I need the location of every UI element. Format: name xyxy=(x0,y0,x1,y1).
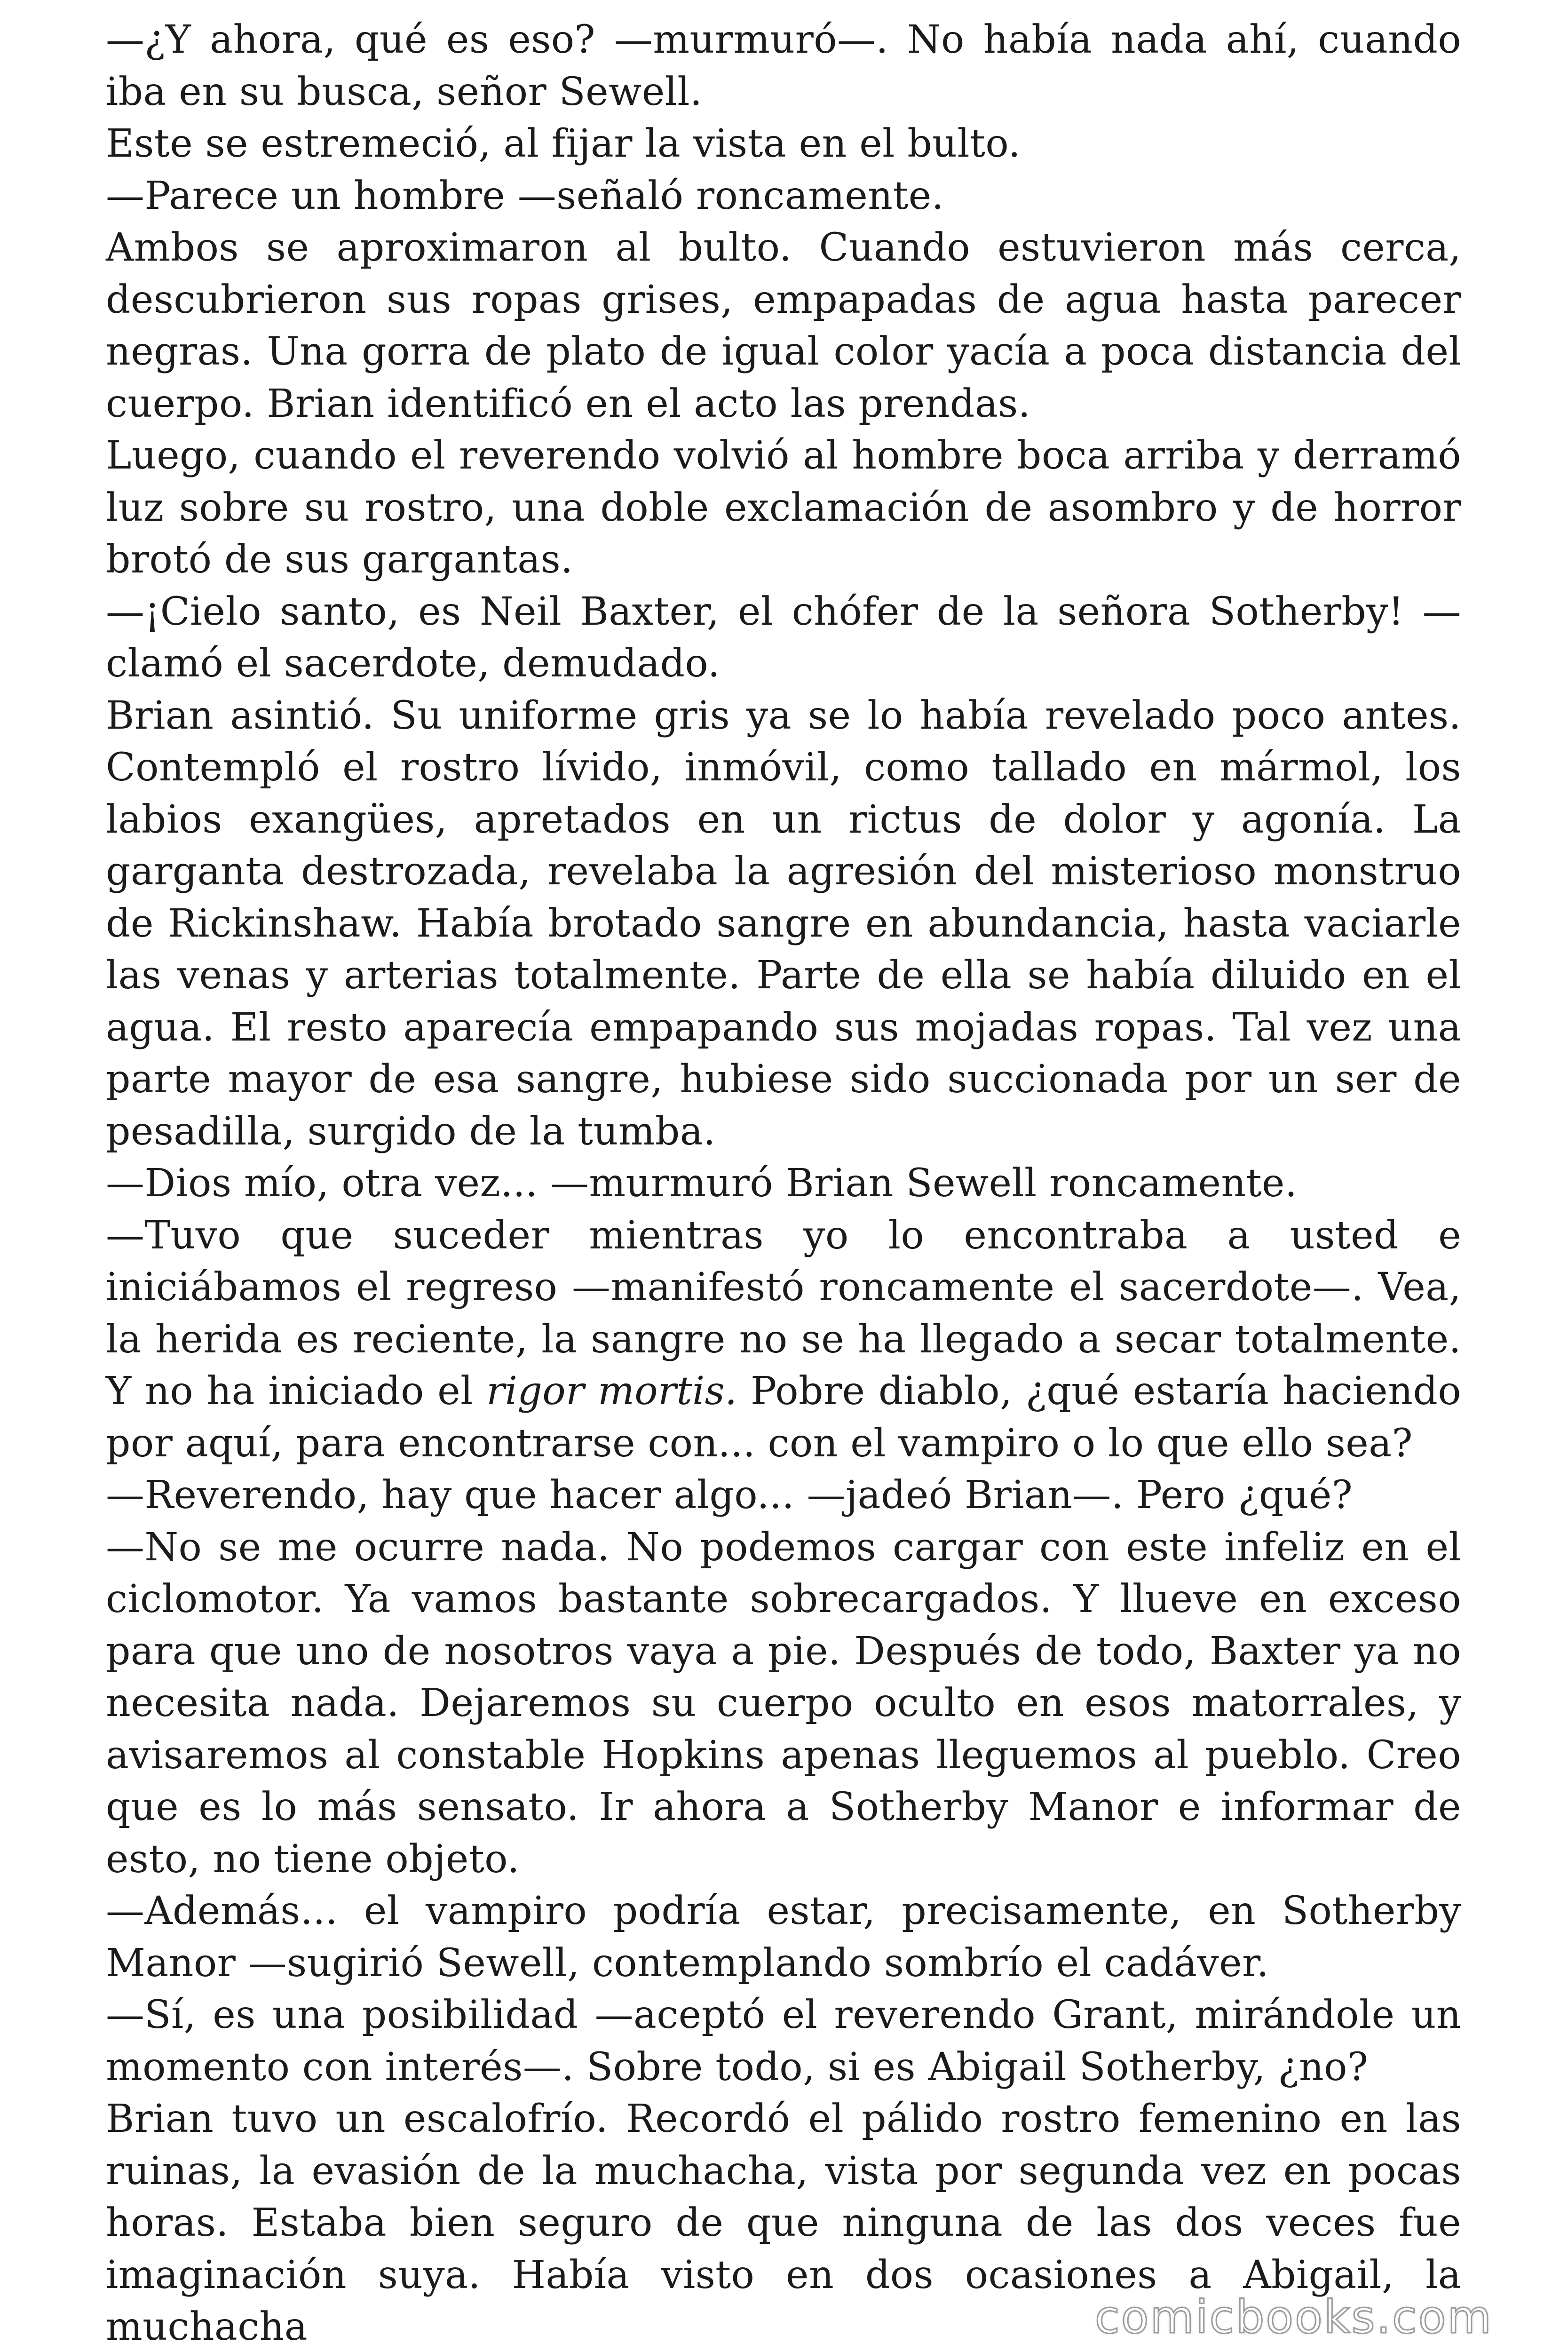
paragraph-10: —Reverendo, hay que hacer algo... —jadeó Brian—. Pero ¿qué? xyxy=(106,1473,1353,1518)
paragraph-6: —¡Cielo santo, es Neil Baxter, el chófer de la señora Sotherby! —clamó el sacerdote, demudado. xyxy=(106,589,1461,686)
paragraph-7: Brian asintió. Su uniforme gris ya se lo había revelado poco antes. Contempló el rostro lívido, inmóvil, como tallado en mármol, los labios exangües, apretados en un rictus de dolor y agonía. La garganta destrozada, revelaba la agresión del misterioso monstruo de Rickinshaw. Había brotado sangre en abundancia, hasta vaciarle las venas y arterias totalmente. Parte de ella se había diluido en el agua. El resto aparecía empapando sus mojadas ropas. Tal vez una parte mayor de esa sangre, hubiese sido succionada por un ser de pesadilla, surgido de la tumba. xyxy=(106,693,1461,1154)
paragraph-9 xyxy=(106,1210,1461,1470)
paragraph-9-text-after: Pobre diablo, ¿qué estaría haciendo por aquí, para encontrarse con... con el vampiro o lo que ello sea? xyxy=(106,1369,1461,1466)
paragraph-5: Luego, cuando el reverendo volvió al hombre boca arriba y derramó luz sobre su rostro, una doble exclamación de asombro y de horror brotó de sus gargantas. xyxy=(106,433,1461,582)
watermark-text: comicbooks.com xyxy=(1094,2291,1493,2344)
paragraph-13: —Sí, es una posibilidad —aceptó el reverendo Grant, mirándole un momento con interés—. Sobre todo, si es Abigail Sotherby, ¿no? xyxy=(106,1993,1461,2090)
paragraph-8: —Dios mío, otra vez... —murmuró Brian Sewell roncamente. xyxy=(106,1161,1298,1206)
paragraph-1: —¿Y ahora, qué es eso? —murmuró—. No había nada ahí, cuando iba en su busca, señor Sewell. xyxy=(106,17,1461,114)
paragraph-4: Ambos se aproximaron al bulto. Cuando estuvieron más cerca, descubrieron sus ropas grises, empapadas de agua hasta parecer negras. Una gorra de plato de igual color yacía a poca distancia del cuerpo. Brian identificó en el acto las prendas. xyxy=(106,225,1461,426)
paragraph-9-italic-term: rigor mortis. xyxy=(486,1369,737,1414)
paragraph-2: Este se estremeció, al fijar la vista en el bulto. xyxy=(106,121,1021,166)
paragraph-11: —No se me ocurre nada. No podemos cargar con este infeliz en el ciclomotor. Ya vamos bastante sobrecargados. Y llueve en exceso para que uno de nosotros vaya a pie. Después de todo, Baxter ya no necesita nada. Dejaremos su cuerpo oculto en esos matorrales, y avisaremos al constable Hopkins apenas lleguemos al pueblo. Creo que es lo más sensato. Ir ahora a Sotherby Manor e informar de esto, no tiene objeto. xyxy=(106,1525,1461,1882)
paragraph-9-text-before: —Tuvo que suceder mientras yo lo encontraba a usted e iniciábamos el regreso —manifestó roncamente el sacerdote—. Vea, la herida es reciente, la sangre no se ha llegado a secar totalmente. Y no ha iniciado el xyxy=(106,1213,1461,1414)
paragraph-14: Brian tuvo un escalofrío. Recordó el pálido rostro femenino en las ruinas, la evasión de la muchacha, vista por segunda vez en pocas horas. Estaba bien seguro de que ninguna de las dos veces fue imaginación suya. Había visto en dos ocasiones a Abigail, la muchacha xyxy=(106,2097,1461,2349)
page-text xyxy=(106,14,1461,2352)
paragraph-3: —Parece un hombre —señaló roncamente. xyxy=(106,173,944,218)
paragraph-12: —Además... el vampiro podría estar, precisamente, en Sotherby Manor —sugirió Sewell, contemplando sombrío el cadáver. xyxy=(106,1889,1461,1986)
